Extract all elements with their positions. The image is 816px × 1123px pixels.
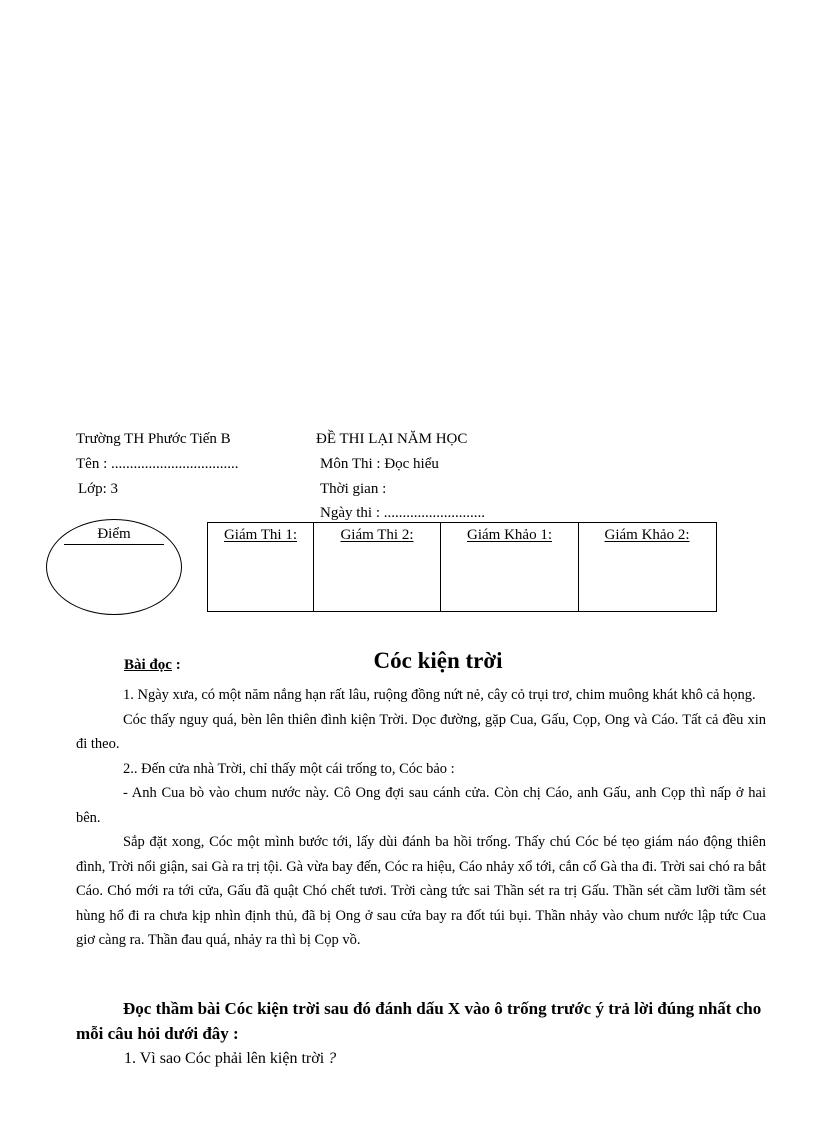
- proctor-cell: [440, 523, 578, 611]
- score-label: Điểm: [64, 526, 164, 545]
- story-paragraph: Cóc thấy nguy quá, bèn lên thiên đình kiện Trời. Dọc đường, gặp Cua, Gấu, Cọp, Ong và Cáo. Tất cả đều xin đi theo.: [76, 711, 766, 752]
- proctor-label: Giám Thi 2:: [340, 527, 414, 543]
- reading-label-suffix: :: [171, 657, 181, 673]
- examiner-label: Giám Khảo 2:: [604, 527, 690, 543]
- time-label: Thời gian :: [320, 481, 387, 497]
- story-paragraph: 2.. Đến cửa nhà Trời, chỉ thấy một cái trống to, Cóc bảo :: [123, 760, 455, 777]
- student-name-field: Tên : ..................................: [76, 456, 239, 472]
- subject-label: Môn Thi : Đọc hiểu: [320, 456, 439, 472]
- story-paragraph: - Anh Cua bò vào chum nước này. Cô Ong đợi sau cánh cửa. Còn chị Cáo, anh Gấu, anh Cọp thì nấp ở hai bên.: [76, 785, 766, 826]
- examiner-label: Giám Khảo 1:: [467, 527, 552, 543]
- question-1: [124, 1050, 336, 1068]
- proctor-table: [207, 522, 717, 612]
- proctor-cell: [208, 523, 313, 611]
- exam-title: ĐỀ THI LẠI NĂM HỌC: [316, 431, 468, 447]
- exam-date-label: Ngày thi : ...........................: [320, 505, 485, 521]
- story-body: [76, 683, 766, 953]
- story-paragraph: Sắp đặt xong, Cóc một mình bước tới, lấy dùi đánh ba hồi trống. Thấy chú Cóc bé tẹo giám náo động thiên đình, Trời nổi giận, sai Gà ra trị tội. Gà vừa bay đến, Cóc ra hiệu, Cáo nhảy xổ tới, cắn cổ Gà tha đi. Trời sai chó ra bắt Cáo. Chó mới ra tới cửa, Gấu đã quật Chó chết tươi. Trời càng tức sai Thần sét ra trị Gấu. Thần sét cầm lưỡi tầm sét hùng hổ đi ra chưa kịp nhìn định thủ, đã bị Ong ở sau cửa bay ra đốt túi bụi. Thần nhảy vào chum nước lập tức Cua giơ càng ra. Thần đau quá, nhảy ra thì bị Cọp vồ.: [76, 834, 766, 948]
- proctor-cell: [313, 523, 440, 611]
- class-label: Lớp: 3: [78, 481, 119, 497]
- school-name: Trường TH Phước Tiến B: [76, 431, 231, 447]
- story-paragraph: 1. Ngày xưa, có một năm nắng hạn rất lâu, ruộng đồng nứt nẻ, cây cỏ trụi trơ, chim muông khát khô cả họng.: [123, 687, 756, 703]
- proctor-cell: [578, 523, 715, 611]
- story-title: Cóc kiện trời: [373, 648, 503, 673]
- proctor-label: Giám Thi 1:: [223, 527, 298, 543]
- question-mark: ?: [328, 1050, 337, 1067]
- instruction-text: Đọc thầm bài Cóc kiện trời sau đó đánh dấu X vào ô trống trước ý trả lời đúng nhất cho mỗi câu hỏi dưới đây :: [76, 999, 762, 1043]
- reading-label-text: Bài đọc: [124, 657, 172, 673]
- question-1-text: 1. Vì sao Cóc phải lên kiện trời: [124, 1050, 329, 1067]
